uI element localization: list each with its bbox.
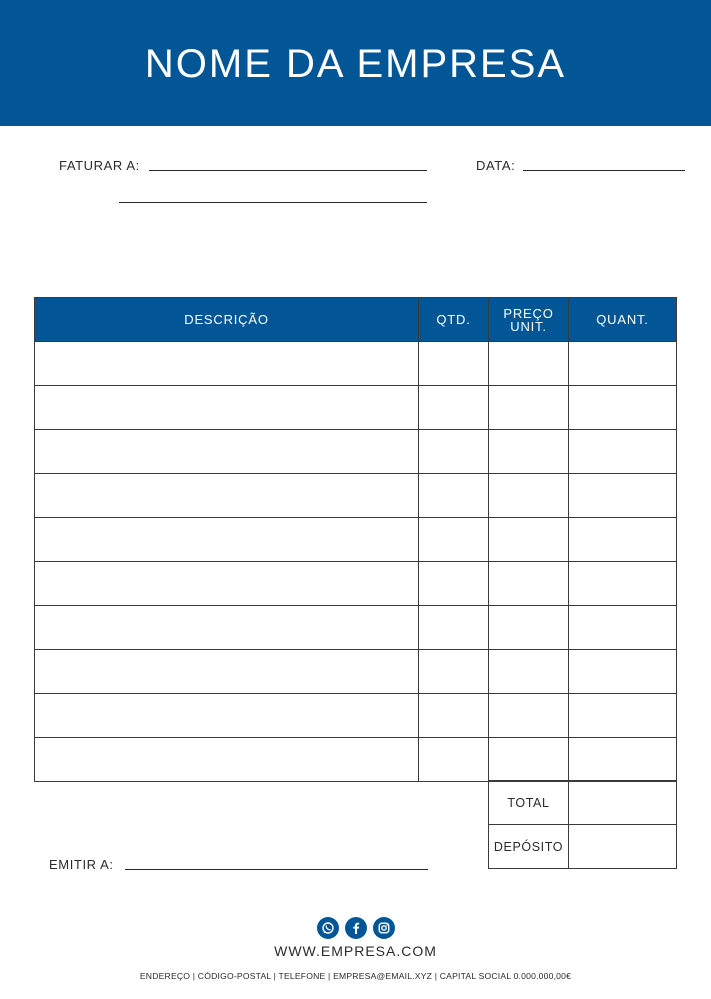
qty-cell[interactable] xyxy=(419,342,489,386)
qty-cell[interactable] xyxy=(419,518,489,562)
table-row xyxy=(35,474,677,518)
description-cell[interactable] xyxy=(35,694,419,738)
totals-table xyxy=(488,780,677,869)
qty-cell[interactable] xyxy=(419,562,489,606)
description-cell[interactable] xyxy=(35,606,419,650)
description-cell[interactable] xyxy=(35,474,419,518)
amount-cell[interactable] xyxy=(569,562,677,606)
contact-info: ENDEREÇO | CÓDIGO-POSTAL | TELEFONE | EMPRESA@EMAIL.XYZ | CAPITAL SOCIAL 0.000.000,00€ xyxy=(139,971,572,981)
unit-price-cell[interactable] xyxy=(489,694,569,738)
table-row xyxy=(35,518,677,562)
description-cell[interactable] xyxy=(35,386,419,430)
unit-price-cell[interactable] xyxy=(489,474,569,518)
description-cell[interactable] xyxy=(35,342,419,386)
facebook-icon[interactable] xyxy=(345,917,367,939)
bill-to-line-2[interactable] xyxy=(119,202,427,203)
amount-cell[interactable] xyxy=(569,606,677,650)
table-row xyxy=(35,738,677,782)
whatsapp-icon[interactable] xyxy=(317,917,339,939)
instagram-icon[interactable] xyxy=(373,917,395,939)
amount-cell[interactable] xyxy=(569,650,677,694)
header-unit-price-line2: UNIT. xyxy=(510,318,547,334)
header-amount: QUANT. xyxy=(569,298,677,342)
description-cell[interactable] xyxy=(35,562,419,606)
company-name: NOME DA EMPRESA xyxy=(144,41,567,86)
bill-to-label: FATURAR A: xyxy=(59,158,140,173)
qty-cell[interactable] xyxy=(419,694,489,738)
unit-price-cell[interactable] xyxy=(489,386,569,430)
date-label: DATA: xyxy=(476,158,516,173)
bill-to-line-1[interactable] xyxy=(149,170,427,171)
total-label: TOTAL xyxy=(489,781,569,825)
amount-cell[interactable] xyxy=(569,342,677,386)
table-row xyxy=(35,562,677,606)
description-cell[interactable] xyxy=(35,430,419,474)
deposit-label: DEPÓSITO xyxy=(489,825,569,869)
unit-price-cell[interactable] xyxy=(489,562,569,606)
qty-cell[interactable] xyxy=(419,430,489,474)
issue-to-label: EMITIR A: xyxy=(49,857,114,872)
qty-cell[interactable] xyxy=(419,650,489,694)
unit-price-cell[interactable] xyxy=(489,518,569,562)
unit-price-cell[interactable] xyxy=(489,342,569,386)
amount-cell[interactable] xyxy=(569,694,677,738)
table-row xyxy=(35,386,677,430)
amount-cell[interactable] xyxy=(569,518,677,562)
description-cell[interactable] xyxy=(35,738,419,782)
amount-cell[interactable] xyxy=(569,474,677,518)
unit-price-cell[interactable] xyxy=(489,650,569,694)
table-row xyxy=(35,606,677,650)
description-cell[interactable] xyxy=(35,518,419,562)
table-row xyxy=(35,342,677,386)
footer xyxy=(0,917,711,981)
amount-cell[interactable] xyxy=(569,430,677,474)
description-cell[interactable] xyxy=(35,650,419,694)
header-description: DESCRIÇÃO xyxy=(35,298,419,342)
website-link[interactable]: WWW.EMPRESA.COM xyxy=(274,943,437,959)
total-value-cell[interactable] xyxy=(569,781,677,825)
qty-cell[interactable] xyxy=(419,738,489,782)
table-row xyxy=(35,694,677,738)
amount-cell[interactable] xyxy=(569,738,677,782)
qty-cell[interactable] xyxy=(419,386,489,430)
amount-cell[interactable] xyxy=(569,386,677,430)
unit-price-cell[interactable] xyxy=(489,430,569,474)
issue-to-line[interactable] xyxy=(125,869,428,870)
header-unit-price-line1: PREÇO xyxy=(503,305,554,321)
items-table xyxy=(34,297,677,782)
table-row xyxy=(35,430,677,474)
deposit-value-cell[interactable] xyxy=(569,825,677,869)
qty-cell[interactable] xyxy=(419,474,489,518)
header-unit-price xyxy=(489,298,569,342)
header-qty: QTD. xyxy=(419,298,489,342)
table-row xyxy=(35,650,677,694)
unit-price-cell[interactable] xyxy=(489,738,569,782)
social-icons xyxy=(0,917,711,939)
qty-cell[interactable] xyxy=(419,606,489,650)
date-line[interactable] xyxy=(523,170,685,171)
unit-price-cell[interactable] xyxy=(489,606,569,650)
header-bar xyxy=(0,0,711,126)
